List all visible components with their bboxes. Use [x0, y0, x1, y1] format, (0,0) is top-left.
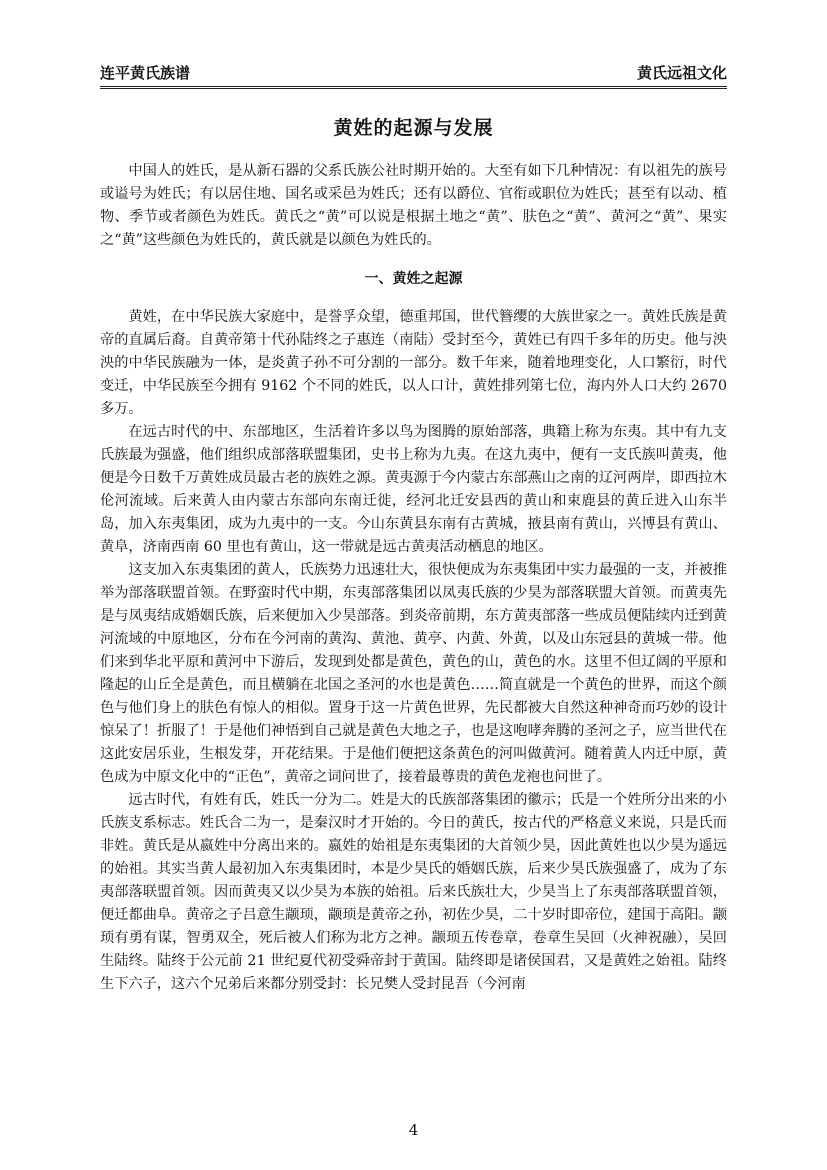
- body-paragraph: 黄姓，在中华民族大家庭中，是誉孚众望，德重邦国，世代簪缨的大族世家之一。黄姓氏族是黄帝的直属后裔。自黄帝第十代孙陆终之子惠连（南陆）受封至今，黄姓已有四千多年的历史。他与泱泱的中华民族融为一体，是炎黄子孙不可分割的一部分。数千年来，随着地理变化，人口繁衍，时代变迁，中华民族至今拥有 9162 个不同的姓氏，以人口计，黄姓排列第七位，海内外人口大约 2670 多万。: [100, 309, 727, 417]
- header-right-text: 黄氏远祖文化: [636, 64, 727, 82]
- page-number: 4: [408, 1121, 419, 1139]
- document-title: 黄姓的起源与发展: [333, 117, 494, 139]
- body-paragraph: 这支加入东夷集团的黄人，氏族势力迅速壮大，很快便成为东夷集团中实力最强的一支，并被推举为部落联盟首领。在野蛮时代中期，东夷部落集团以凤夷氏族的少昊为部落联盟大首领。而黄夷先是与凤夷结成婚姻氏族，后来便加入少昊部落。到炎帝前期，东方黄夷部落一些成员便陆续内迁到黄河流域的中原地区，分布在今河南的黄沟、黄池、黄亭、内黄、外黄，以及山东冠县的黄城一带。他们来到华北平原和黄河中下游后，发现到处都是黄色，黄色的山，黄色的水。这里不但辽阔的平原和隆起的山丘全是黄色，而且横躺在北国之圣河的水也是黄色……简直就是一个黄色的世界，而这个颜色与他们身上的肤色有惊人的相似。置身于这一片黄色世界，先民都被大自然这种神奇而巧妙的设计惊呆了！折服了！于是他们神悟到自己就是黄色大地之子，也是这咆哮奔腾的圣河之子，应当世代在这此安居乐业，生根发芽，开花结果。于是他们便把这条黄色的河叫做黄河。随着黄人内迁中原，黄色成为中原文化中的“正色”，黄帝之词问世了，接着最尊贵的黄色龙袍也问世了。: [100, 562, 727, 785]
- section-heading: 一、黄姓之起源: [364, 271, 463, 287]
- intro-paragraph: 中国人的姓氏，是从新石器的父系氏族公社时期开始的。大至有如下几种情况：有以祖先的族号或谥号为姓氏；有以居住地、国名或采邑为姓氏；还有以爵位、官衔或职位为姓氏；甚至有以动、植物、季节或者颜色为姓氏。黄氏之“黄”可以说是根据土地之“黄”、肤色之“黄”、黄河之“黄”、果实之“黄”这些颜色为姓氏的，黄氏就是以颜色为姓氏的。: [100, 163, 727, 248]
- body-paragraph: 在远古时代的中、东部地区，生活着许多以鸟为图腾的原始部落，典籍上称为东夷。其中有九支氏族最为强盛，他们组织成部落联盟集团，史书上称为九夷。在这九夷中，便有一支氏族叫黄夷，他便是今日数千万黄姓成员最古老的族姓之源。黄夷源于今内蒙古东部燕山之南的辽河两岸，即西拉木伦河流域。后来黄人由内蒙古东部向东南迁徙，经河北迁安县西的黄山和束鹿县的黄丘进入山东半岛，加入东夷集团，成为九夷中的一支。今山东黄县东南有古黄城，掖县南有黄山，兴博县有黄山、黄阜，济南西南 60 里也有黄山，这一带就是远古黄夷活动栖息的地区。: [100, 424, 727, 555]
- document-body: [100, 160, 727, 996]
- body-paragraph: 远古时代，有姓有氏，姓氏一分为二。姓是大的氏族部落集团的徽示；氏是一个姓所分出来的小氏族支系标志。姓氏合二为一，是秦汉时才开始的。今日的黄氏，按古代的严格意义来说，只是氏而非姓。黄氏是从嬴姓中分离出来的。嬴姓的始祖是东夷集团的大首领少昊，因此黄姓也以少昊为遥远的始祖。其实当黄人最初加入东夷集团时，本是少昊氏的婚姻氏族，后来少昊氏族强盛了，成为了东夷部落联盟首领。因而黄夷又以少昊为本族的始祖。后来氏族壮大，少昊当上了东夷部落联盟首领，便迁都曲阜。黄帝之子吕意生颛顼，颛顼是黄帝之孙，初佐少昊，二十岁时即帝位，建国于高阳。颛顼有勇有谋，智勇双全，死后被人们称为北方之神。颛顼五传卷章，卷章生吴回（火神祝融），吴回生陆终。陆终于公元前 21 世纪夏代初受舜帝封于黄国。陆终即是诸侯国君，又是黄姓之始祖。陆终生下六子，这六个兄弟后来都分别受封：长兄樊人受封昆吾（今河南: [100, 792, 727, 992]
- page-header: [100, 62, 727, 89]
- header-left-text: 连平黄氏族谱: [100, 64, 191, 82]
